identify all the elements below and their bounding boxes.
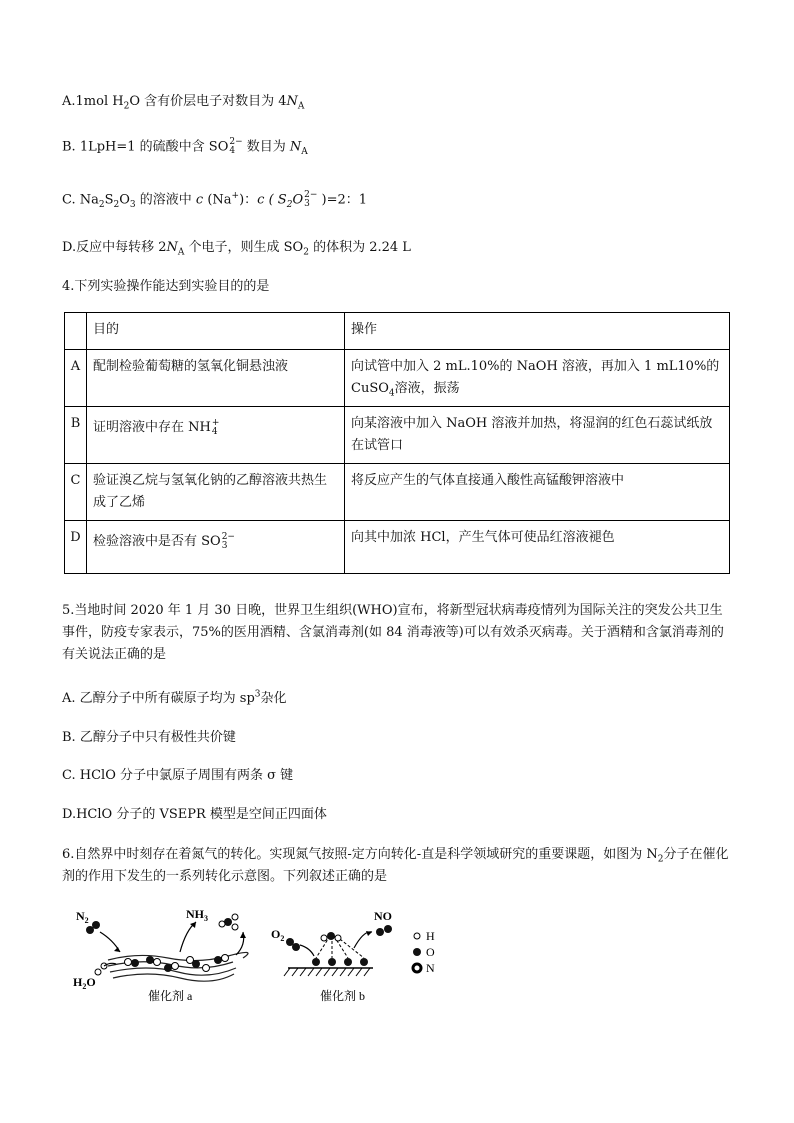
row-purpose: 验证溴乙烷与氢氧化钠的乙醇溶液共热生成了乙烯: [87, 464, 345, 521]
table-header-row: [65, 313, 730, 350]
option-5d: D.HClO 分子的 VSEPR 模型是空间正四面体: [62, 807, 327, 822]
table-row: [65, 350, 730, 407]
legend-n: N: [426, 961, 435, 975]
header-operation: 操作: [345, 313, 730, 350]
o2-label: $O_2$: [271, 927, 285, 943]
question-6-stem: 6.自然界中时刻存在着氮气的转化。实现氮气按照-定方向转化-直是科学领域研究的重要课题，如图为 $N_2$分子在催化剂的作用下发生的一系列转化示意图。下列叙述正确的是: [62, 847, 729, 884]
row-key: A: [65, 350, 87, 407]
row-key: D: [65, 521, 87, 574]
n2-label: $N_2$: [76, 909, 89, 925]
row-purpose: 配制检验葡萄糖的氢氧化铜悬浊液: [87, 350, 345, 407]
option-3c: C. $Na_2S_2O_3$ 的溶液中 c (Na+)：c ( $S_2O$ 2− 3 )=2：1: [62, 190, 368, 211]
surface-a-molecules: [125, 955, 229, 973]
option-3d: D.反应中每转移 $2N_A$ 个电子，则生成 $SO_2$ 的体积为 2.24 L: [62, 240, 411, 258]
row-operation: 向某溶液中加入 NaOH 溶液并加热，将湿润的红色石蕊试纸放在试管口: [345, 407, 730, 464]
option-3b: B. 1LpH=1 的硫酸中含 SO 2− 4 数目为 $N_A$: [62, 137, 308, 158]
caption-catalyst-b: 催化剂 b: [320, 989, 366, 1003]
option-5a: A. 乙醇分子中所有碳原子均为 $sp^3$杂化: [62, 689, 287, 706]
n2-molecule: [86, 921, 120, 952]
row-key: C: [65, 464, 87, 521]
header-purpose: 目的: [87, 313, 345, 350]
caption-catalyst-a: 催化剂 a: [148, 989, 193, 1003]
no-label: NO: [374, 909, 392, 923]
no-molecule: [354, 925, 392, 948]
table-row: [65, 464, 730, 521]
figure-legend: [413, 929, 435, 975]
row-operation: 向其中加浓 HCl，产生气体可使品红溶液褪色: [345, 521, 730, 574]
legend-h: H: [426, 929, 435, 943]
option-5b: B. 乙醇分子中只有极性共价键: [62, 730, 236, 745]
table-row: [65, 407, 730, 464]
option-3a: A.1mol $H_2O$ 含有价层电子对数目为 $4N_A$: [62, 94, 305, 112]
h2o-label: $H_2O$: [73, 975, 96, 991]
question-4-stem: 4.下列实验操作能达到实验目的的是: [62, 279, 270, 294]
row-key: B: [65, 407, 87, 464]
row-purpose: 证明溶液中存在 NH + 4: [87, 407, 345, 464]
o2-molecule: [286, 938, 314, 956]
experiment-table: [64, 312, 730, 574]
nitrogen-conversion-figure: [68, 900, 468, 1010]
table-row: [65, 521, 730, 574]
row-purpose: 检验溶液中是否有 SO 2− 3: [87, 521, 345, 574]
legend-o: O: [426, 945, 435, 959]
option-5c: C. HClO 分子中氯原子周围有两条 σ 键: [62, 768, 294, 783]
question-5-stem: 5.当地时间 2020 年 1 月 30 日晚，世界卫生组织(WHO)宣布，将新型冠状病毒疫情列为国际关注的突发公共卫生事件，防疫专家表示，75%的医用酒精、含氯消毒剂(如 84 消毒液等)可以有效杀灭病毒。关于酒精和含氯消毒剂的有关说法正确的是: [62, 603, 724, 662]
nh3-label: $NH_3$: [186, 907, 208, 923]
row-operation: 将反应产生的气体直接通入酸性高锰酸钾溶液中: [345, 464, 730, 521]
row-operation: 向试管中加入 2 mL.10%的 NaOH 溶液，再加入 1 mL10%的 CuSO$_4$溶液，振荡: [345, 350, 730, 407]
